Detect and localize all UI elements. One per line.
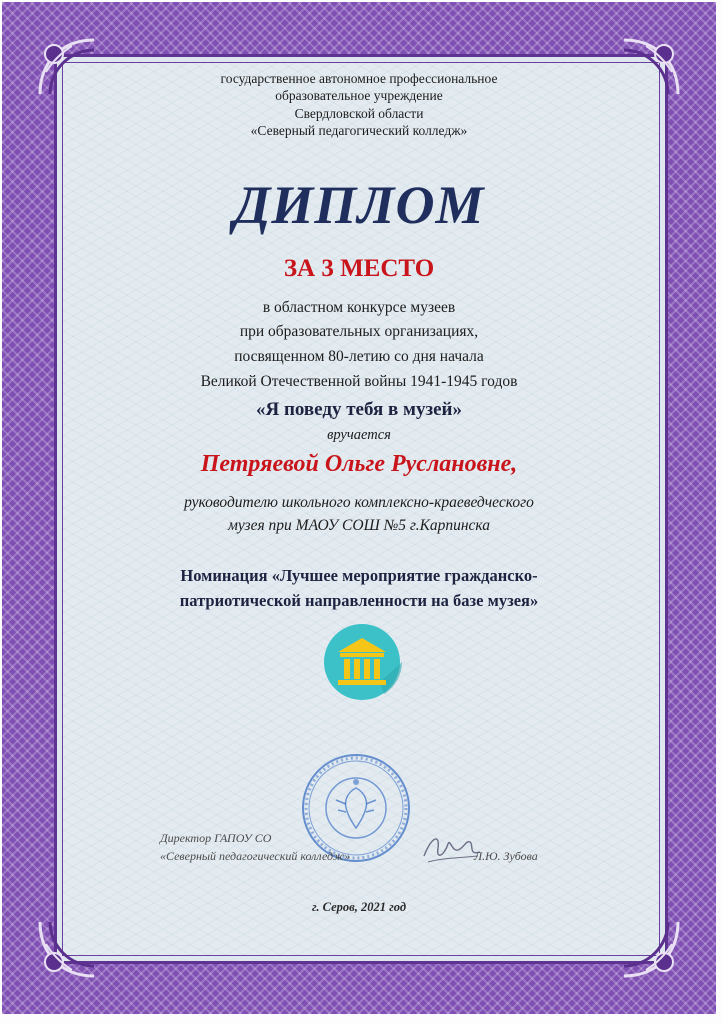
contest-line-1: в областном конкурсе музеев — [262, 299, 456, 316]
awarded-label: вручается — [327, 427, 391, 443]
corner-ornament-icon — [32, 914, 102, 984]
issuer-line-4: «Северный педагогический колледж» — [250, 123, 468, 138]
contest-line-2: при образовательных организациях, — [239, 323, 479, 340]
nomination-line-1: Номинация «Лучшее мероприятие гражданско- — [180, 566, 538, 585]
diploma-title: ДИПЛОМ — [233, 175, 485, 235]
issuer-line-1: государственное автономное профессиональное — [220, 71, 498, 86]
contest-name: «Я поведу тебя в музей» — [255, 399, 463, 420]
museum-building-icon — [322, 622, 402, 702]
recipient-role-line-1: руководителю школьного комплексно-краеведческого — [184, 494, 534, 511]
director-position-line-1: Директор ГАПОУ СО — [160, 831, 272, 845]
contest-line-4: Великой Отечественной войны 1941-1945 годов — [200, 373, 518, 390]
recipient-name: Петряевой Ольге Руслановне, — [200, 451, 518, 477]
place-award: ЗА 3 МЕСТО — [283, 255, 435, 282]
corner-ornament-icon — [616, 914, 686, 984]
issuer-line-3: Свердловской области — [294, 106, 424, 121]
director-position-line-2: «Северный педагогический колледж» — [160, 849, 351, 863]
place-and-date: г. Серов, 2021 год — [311, 900, 407, 914]
nomination-line-2: патриотической направленности на базе музея» — [179, 591, 539, 610]
issuer-line-2: образовательное учреждение — [275, 88, 443, 103]
director-name: Л.Ю. Зубова — [474, 849, 538, 863]
recipient-role-line-2: музея при МАОУ СОШ №5 г.Карпинска — [227, 517, 491, 534]
contest-line-3: посвященном 80-летию со дня начала — [234, 348, 484, 365]
